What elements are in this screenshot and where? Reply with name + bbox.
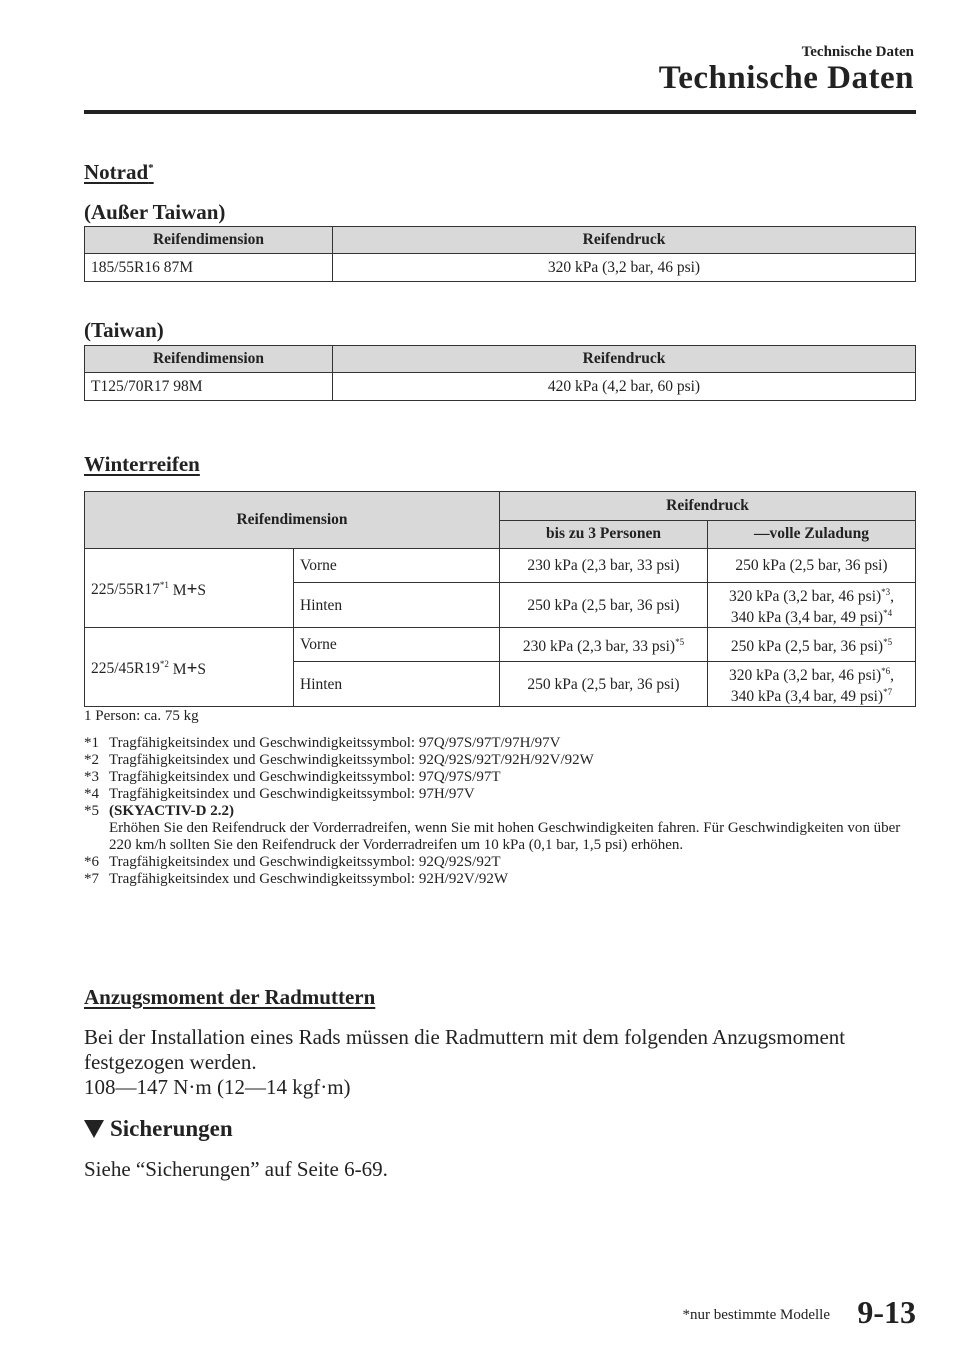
mud-snow-mark: M+S bbox=[172, 657, 207, 679]
plus-icon: + bbox=[186, 657, 198, 679]
col-header-dimension: Reifendimension bbox=[85, 346, 333, 373]
triangle-down-icon bbox=[84, 1120, 104, 1138]
sicherungen-heading: Sicherungen bbox=[84, 1116, 233, 1142]
col-header-druck: Reifendruck bbox=[333, 227, 916, 254]
cell-druck-a: 250 kPa (2,5 bar, 36 psi) bbox=[500, 662, 708, 707]
notrad-title: Notrad* bbox=[84, 160, 154, 184]
cell-tire-size: 225/55R17$^{*1}$ M+S bbox=[85, 549, 294, 628]
footnotes bbox=[84, 708, 924, 888]
table-row bbox=[85, 373, 916, 401]
footnote-6: *6 Tragfähigkeitsindex und Geschwindigkeitssymbol: 92Q/92S/92T bbox=[84, 854, 501, 870]
running-header-small: Technische Daten bbox=[801, 44, 914, 60]
person-weight-note: 1 Person: ca. 75 kg bbox=[84, 708, 199, 724]
running-header-title: Technische Daten bbox=[658, 60, 914, 96]
col-header-dimension: Reifendimension bbox=[85, 492, 500, 549]
cell-druck-a: 230 kPa (2,3 bar, 33 psi) bbox=[500, 549, 708, 583]
page-number: 9-13 bbox=[857, 1294, 916, 1330]
model-mark: * bbox=[148, 162, 154, 174]
footnote-7: *7 Tragfähigkeitsindex und Geschwindigkeitssymbol: 92H/92V/92W bbox=[84, 871, 508, 887]
header-rule bbox=[84, 110, 916, 114]
col-header-bis-3-personen: bis zu 3 Personen bbox=[500, 520, 708, 549]
footnote-1: *1 Tragfähigkeitsindex und Geschwindigkeitssymbol: 97Q/97S/97T/97H/97V bbox=[84, 735, 561, 751]
footnote-2: *2 Tragfähigkeitsindex und Geschwindigkeitssymbol: 92Q/92S/92T/92H/92V/92W bbox=[84, 752, 594, 768]
footnote-5: *5 (SKYACTIV-D 2.2) Erhöhen Sie den Reifendruck der Vorderradreifen, wenn Sie mit hohen Geschwindigkeiten fahren. Für Geschwindigkeiten von über 220 km/h sollten Sie den Reifendruck der Vorderradreifen um 10 kPa (0,1 bar, 1,5 psi) erhöhen. bbox=[84, 803, 901, 853]
cell-axle: Vorne bbox=[294, 628, 500, 662]
ausser-taiwan-subtitle: (Außer Taiwan) bbox=[84, 200, 226, 224]
footer-model-note: *nur bestimmte Modelle bbox=[682, 1307, 830, 1323]
table-row bbox=[85, 628, 916, 662]
cell-druck-a: 230 kPa (2,3 bar, 33 psi)$^{*5}$ bbox=[500, 628, 708, 662]
cell-druck-b: 320 kPa (3,2 bar, 46 psi)$^{*3}$, 340 kPa (3,4 bar, 49 psi)$^{*4}$ bbox=[708, 583, 916, 628]
cell-druck-b: 250 kPa (2,5 bar, 36 psi) bbox=[708, 549, 916, 583]
taiwan-subtitle: (Taiwan) bbox=[84, 318, 164, 342]
plus-icon: + bbox=[186, 578, 198, 600]
anzugsmoment-title: Anzugsmoment der Radmuttern bbox=[84, 985, 376, 1009]
footnote-3: *3 Tragfähigkeitsindex und Geschwindigkeitssymbol: 97Q/97S/97T bbox=[84, 769, 501, 785]
cell-druck-b: 250 kPa (2,5 bar, 36 psi)$^{*5}$ bbox=[708, 628, 916, 662]
footnote-4: *4 Tragfähigkeitsindex und Geschwindigkeitssymbol: 97H/97V bbox=[84, 786, 475, 802]
table-row bbox=[85, 549, 916, 583]
sicherungen-reference: Siehe “Sicherungen” auf Seite 6-69. bbox=[84, 1157, 388, 1181]
cell-dimension: T125/70R17 98M bbox=[85, 373, 333, 401]
cell-axle: Vorne bbox=[294, 549, 500, 583]
cell-druck-a: 250 kPa (2,5 bar, 36 psi) bbox=[500, 583, 708, 628]
notrad-table-ausser-taiwan bbox=[84, 226, 916, 282]
cell-axle: Hinten bbox=[294, 662, 500, 707]
col-header-volle-zuladung: —volle Zuladung bbox=[708, 520, 916, 549]
cell-dimension: 185/55R16 87M bbox=[85, 254, 333, 282]
col-header-druck: Reifendruck bbox=[333, 346, 916, 373]
cell-druck: 420 kPa (4,2 bar, 60 psi) bbox=[333, 373, 916, 401]
anzugsmoment-text: Bei der Installation eines Rads müssen die Radmuttern mit dem folgenden Anzugsmoment festgezogen werden. 108—147 N·m (12—14 kgf·m) bbox=[84, 1025, 846, 1099]
cell-tire-size: 225/45R19$^{*2}$ M+S bbox=[85, 628, 294, 707]
winterreifen-table bbox=[84, 491, 916, 707]
col-header-druck: Reifendruck bbox=[500, 492, 916, 521]
table-row bbox=[85, 254, 916, 282]
cell-axle: Hinten bbox=[294, 583, 500, 628]
cell-druck: 320 kPa (3,2 bar, 46 psi) bbox=[333, 254, 916, 282]
col-header-dimension: Reifendimension bbox=[85, 227, 333, 254]
cell-druck-b: 320 kPa (3,2 bar, 46 psi)$^{*6}$, 340 kPa (3,4 bar, 49 psi)$^{*7}$ bbox=[708, 662, 916, 707]
mud-snow-mark: M+S bbox=[172, 578, 207, 600]
winterreifen-title: Winterreifen bbox=[84, 452, 200, 476]
notrad-table-taiwan bbox=[84, 345, 916, 401]
